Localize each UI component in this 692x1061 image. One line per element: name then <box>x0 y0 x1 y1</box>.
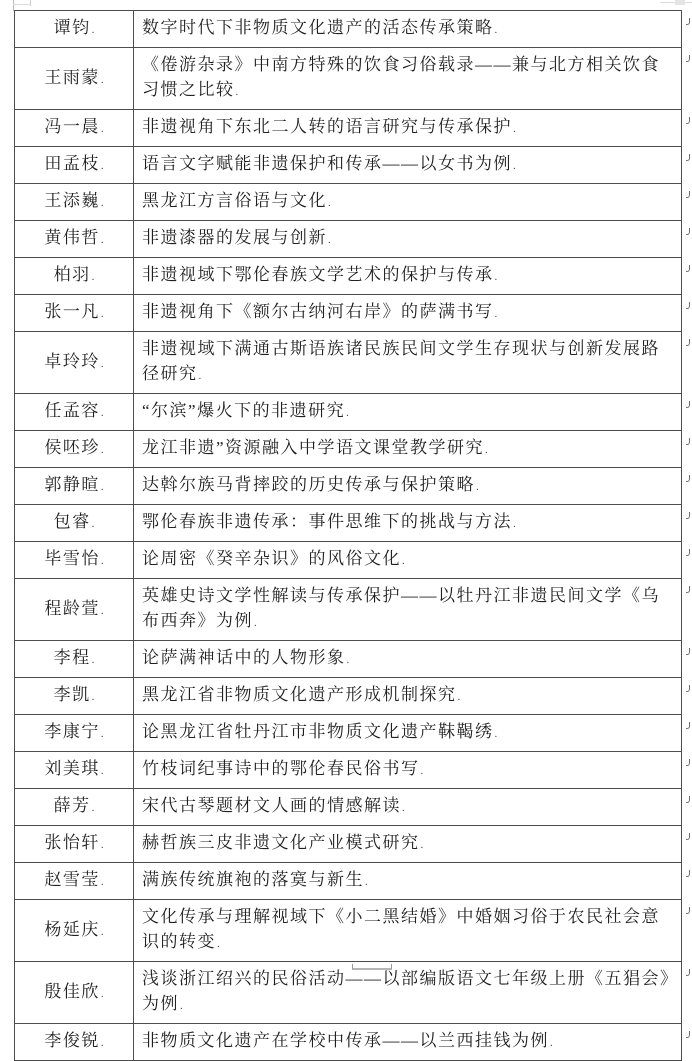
end-of-cell-mark: . <box>91 802 95 814</box>
table-row <box>15 110 682 147</box>
thesis-title-cell[interactable] <box>134 48 682 110</box>
student-name-cell[interactable] <box>15 1024 134 1061</box>
end-of-cell-mark: . <box>100 308 104 320</box>
end-of-cell-mark: . <box>198 370 202 382</box>
end-of-row-mark-icon <box>686 117 690 124</box>
thesis-title-cell[interactable] <box>134 641 682 678</box>
student-name-cell[interactable] <box>15 542 134 579</box>
end-of-cell-mark: . <box>217 938 220 950</box>
cropped-gridline-top-left-vertical-2 <box>30 0 31 6</box>
student-name: 柏羽 <box>53 265 91 284</box>
thesis-title-cell[interactable] <box>134 505 682 542</box>
thesis-title-cell[interactable] <box>134 258 682 295</box>
student-name-cell[interactable] <box>15 258 134 295</box>
cropped-cell-top-right <box>675 0 685 5</box>
end-of-cell-mark: . <box>100 357 104 370</box>
end-of-cell-mark: . <box>235 86 239 98</box>
student-name: 郭静暄 <box>44 475 100 494</box>
end-of-row-mark-icon <box>686 475 690 482</box>
thesis-title: 龙江非遗”资源融入中学语文课堂教学研究 <box>142 438 485 457</box>
end-of-cell-mark: . <box>91 691 95 703</box>
student-name-cell[interactable] <box>15 147 134 184</box>
table-row <box>15 147 682 184</box>
end-of-cell-mark: . <box>100 407 104 419</box>
table-row <box>15 715 682 752</box>
thesis-title-table <box>14 10 682 1061</box>
end-of-cell-mark: . <box>100 234 104 246</box>
student-name: 殷佳欣 <box>44 981 100 1001</box>
end-of-cell-mark: . <box>365 876 368 888</box>
end-of-row-mark-icon <box>686 265 690 272</box>
table-row <box>15 542 682 579</box>
end-of-cell-mark: . <box>100 728 104 740</box>
thesis-title: 非遗视角下《额尔古纳河右岸》的萨满书写 <box>142 302 494 321</box>
end-of-cell-mark: . <box>494 271 498 283</box>
end-of-row-mark-icon <box>686 154 690 161</box>
end-of-cell-mark: . <box>346 407 349 419</box>
table-row <box>15 184 682 221</box>
student-name: 李俊锐 <box>44 1031 100 1050</box>
end-of-cell-mark: . <box>100 481 104 493</box>
thesis-title-cell[interactable] <box>134 147 682 184</box>
thesis-title-cell[interactable] <box>134 752 682 789</box>
thesis-title-cell[interactable] <box>134 394 682 431</box>
table-row <box>15 789 682 826</box>
end-of-row-mark-icon <box>686 907 690 914</box>
thesis-title: 数字时代下非物质文化遗产的活态传承策略 <box>142 18 494 37</box>
end-of-cell-mark: . <box>494 728 498 740</box>
thesis-title-cell[interactable] <box>134 715 682 752</box>
thesis-title: 论周密《癸辛杂识》的风俗文化 <box>142 549 401 568</box>
thesis-title: 非物质文化遗产在学校中传承——以兰西挂钱为例 <box>142 1031 549 1050</box>
student-name-cell[interactable] <box>15 11 134 48</box>
end-of-row-mark-icon <box>686 55 690 62</box>
thesis-title-cell[interactable] <box>134 332 682 394</box>
end-of-row-mark-icon <box>686 833 690 840</box>
table-row <box>15 332 682 394</box>
student-name-cell[interactable] <box>15 579 134 641</box>
student-name: 李凯 <box>53 685 91 704</box>
thesis-title-cell[interactable] <box>134 826 682 863</box>
thesis-title: 非遗视域下鄂伦春族文学艺术的保护与传承 <box>142 265 494 284</box>
thesis-title-cell[interactable] <box>134 962 682 1024</box>
end-of-row-mark-icon <box>686 759 690 766</box>
end-of-cell-mark: . <box>254 617 257 629</box>
end-of-cell-mark: . <box>476 481 479 493</box>
table-row <box>15 752 682 789</box>
end-of-cell-mark: . <box>100 876 104 888</box>
student-name-cell[interactable] <box>15 641 134 678</box>
table-row <box>15 900 682 962</box>
thesis-title: 非遗漆器的发展与创新 <box>142 228 327 247</box>
student-name: 李程 <box>53 648 91 667</box>
student-name: 张一凡 <box>44 302 100 321</box>
thesis-title: 黑龙江省非物质文化遗产形成机制探究 <box>142 685 457 704</box>
student-name-cell[interactable] <box>15 826 134 863</box>
thesis-title: “尔滨”爆火下的非遗研究 <box>142 401 346 420</box>
student-name-cell[interactable] <box>15 752 134 789</box>
thesis-title: 鄂伦春族非遗传承：事件思维下的挑战与方法 <box>142 512 512 531</box>
end-of-cell-mark: . <box>100 160 104 172</box>
thesis-title: 达斡尔族马背摔跤的历史传承与保护策略 <box>142 475 475 494</box>
student-name: 侯呸珍 <box>44 438 100 457</box>
table-row <box>15 1024 682 1061</box>
end-of-row-mark-icon <box>686 722 690 729</box>
thesis-title: 浅谈浙江绍兴的民俗活动——以部编版语文七年级上册《五猖会》为例 <box>142 969 670 1013</box>
end-of-cell-mark: . <box>91 24 95 36</box>
table-row <box>15 826 682 863</box>
end-of-row-mark-icon <box>686 18 690 25</box>
end-of-row-mark-icon <box>686 228 690 235</box>
end-of-row-mark-icon <box>686 549 690 556</box>
end-of-cell-mark: . <box>180 1000 183 1012</box>
thesis-title-cell[interactable] <box>134 295 682 332</box>
student-name: 毕雪怡 <box>44 549 100 568</box>
thesis-title: 论黑龙江省牡丹江市非物质文化遗产靺鞨绣 <box>142 722 494 741</box>
end-of-cell-mark: . <box>91 654 95 666</box>
student-name: 王添巍 <box>44 191 100 210</box>
student-name-cell[interactable] <box>15 863 134 900</box>
thesis-title: 宋代古琴题材文人画的情感解读 <box>142 796 401 815</box>
student-name-cell[interactable] <box>15 110 134 147</box>
end-of-cell-mark: . <box>100 839 104 851</box>
student-name-cell[interactable] <box>15 295 134 332</box>
student-name-cell[interactable] <box>15 678 134 715</box>
student-name: 冯一晨 <box>44 117 100 136</box>
end-of-cell-mark: . <box>402 802 405 814</box>
cropped-gridline-top-left-horizontal <box>13 4 31 5</box>
thesis-title-cell[interactable] <box>134 900 682 962</box>
thesis-title: 论萨满神话中的人物形象 <box>142 648 346 667</box>
table-row <box>15 258 682 295</box>
end-of-cell-mark: . <box>100 123 104 135</box>
end-of-row-mark-icon <box>686 685 690 692</box>
end-of-cell-mark: . <box>100 925 104 938</box>
end-of-cell-mark: . <box>513 160 516 172</box>
thesis-title: 赫哲族三皮非遗文化产业模式研究 <box>142 833 420 852</box>
student-name-cell[interactable] <box>15 468 134 505</box>
student-name: 任孟容 <box>44 401 100 420</box>
student-name-cell[interactable] <box>15 332 134 394</box>
end-of-cell-mark: . <box>328 234 331 246</box>
end-of-cell-mark: . <box>494 308 498 320</box>
student-name-cell[interactable] <box>15 394 134 431</box>
end-of-row-mark-icon <box>686 969 690 976</box>
thesis-title: 竹枝词纪事诗中的鄂伦春民俗书写 <box>142 759 420 778</box>
student-name: 程龄萱 <box>44 598 100 618</box>
table-row <box>15 221 682 258</box>
end-of-cell-mark: . <box>346 654 350 666</box>
end-of-row-mark-icon <box>686 401 690 408</box>
student-name: 刘美琪 <box>44 759 100 778</box>
end-of-row-mark-icon <box>686 339 690 346</box>
table-row <box>15 641 682 678</box>
thesis-title-cell[interactable] <box>134 579 682 641</box>
student-name: 杨延庆 <box>44 919 100 939</box>
student-name: 田孟枝 <box>44 154 100 173</box>
table-row <box>15 962 682 1024</box>
end-of-cell-mark: . <box>485 444 488 456</box>
end-of-cell-mark: . <box>91 271 95 283</box>
end-of-cell-mark: . <box>550 1037 553 1049</box>
end-of-row-mark-icon <box>686 796 690 803</box>
end-of-cell-mark: . <box>100 197 104 209</box>
student-name: 张怡轩 <box>44 833 100 852</box>
student-name: 赵雪莹 <box>44 870 100 889</box>
end-of-cell-mark: . <box>100 555 104 567</box>
table-row <box>15 431 682 468</box>
student-name: 谭钧 <box>53 18 91 37</box>
student-name: 李康宁 <box>44 722 100 741</box>
student-name-cell[interactable] <box>15 48 134 110</box>
end-of-row-mark-icon <box>686 586 690 593</box>
end-of-cell-mark: . <box>100 604 104 617</box>
table-row <box>15 48 682 110</box>
thesis-title-cell[interactable] <box>134 1024 682 1061</box>
thesis-title: 《倦游杂录》中南方特殊的饮食习俗载录——兼与北方相关饮食习惯之比较 <box>142 55 660 99</box>
thesis-title-cell[interactable] <box>134 468 682 505</box>
thesis-title-cell[interactable] <box>134 863 682 900</box>
end-of-row-mark-icon <box>686 191 690 198</box>
student-name-cell[interactable] <box>15 431 134 468</box>
end-of-cell-mark: . <box>328 197 331 209</box>
end-of-cell-mark: . <box>100 1037 104 1049</box>
thesis-title: 黑龙江方言俗语与文化 <box>142 191 327 210</box>
student-name: 黄伟哲 <box>44 228 100 247</box>
thesis-title-cell[interactable] <box>134 184 682 221</box>
student-name: 包睿 <box>53 512 91 531</box>
end-of-cell-mark: . <box>91 518 95 530</box>
student-name-cell[interactable] <box>15 962 134 1024</box>
end-of-cell-mark: . <box>100 987 104 1000</box>
thesis-title-cell[interactable] <box>134 431 682 468</box>
thesis-title-cell[interactable] <box>134 678 682 715</box>
student-name-cell[interactable] <box>15 221 134 258</box>
thesis-title: 满族传统旗袍的落寞与新生 <box>142 870 364 889</box>
end-of-row-mark-icon <box>686 870 690 877</box>
thesis-title: 非遗视角下东北二人转的语言研究与传承保护 <box>142 117 512 136</box>
end-of-cell-mark: . <box>513 123 516 135</box>
end-of-cell-mark: . <box>513 518 516 530</box>
end-of-row-mark-icon <box>686 302 690 309</box>
thesis-title: 文化传承与理解视域下《小二黑结婚》中婚姻习俗于农民社会意识的转变 <box>142 907 660 951</box>
thesis-title-cell[interactable] <box>134 11 682 48</box>
student-name-cell[interactable] <box>15 789 134 826</box>
end-of-cell-mark: . <box>420 839 424 851</box>
thesis-title-cell[interactable] <box>134 110 682 147</box>
table-row <box>15 863 682 900</box>
table-row <box>15 394 682 431</box>
thesis-title-cell[interactable] <box>134 789 682 826</box>
table-row <box>15 505 682 542</box>
student-name: 王雨蒙 <box>44 67 100 87</box>
thesis-table-body <box>15 11 682 1061</box>
end-of-row-mark-icon <box>686 512 690 519</box>
student-name: 薛芳 <box>53 796 91 815</box>
table-row <box>15 295 682 332</box>
thesis-title: 非遗视域下满通古斯语族诸民族民间文学生存现状与创新发展路径研究 <box>142 339 660 383</box>
thesis-title: 语言文字赋能非遗保护和传承——以女书为例 <box>142 154 512 173</box>
table-row <box>15 579 682 641</box>
end-of-cell-mark: . <box>494 24 498 36</box>
end-of-row-mark-icon <box>686 648 690 655</box>
thesis-title-cell[interactable] <box>134 221 682 258</box>
end-of-cell-mark: . <box>402 555 405 567</box>
end-of-cell-mark: . <box>100 73 104 86</box>
end-of-cell-mark: . <box>100 444 104 456</box>
end-of-row-mark-icon <box>686 438 690 445</box>
end-of-cell-mark: . <box>457 691 461 703</box>
student-name-cell[interactable] <box>15 184 134 221</box>
student-name-cell[interactable] <box>15 505 134 542</box>
table-row <box>15 678 682 715</box>
student-name-cell[interactable] <box>15 715 134 752</box>
thesis-title: 英雄史诗文学性解读与传承保护——以牡丹江非遗民间文学《乌布西奔》为例 <box>142 586 660 630</box>
end-of-cell-mark: . <box>420 765 424 777</box>
table-row <box>15 468 682 505</box>
end-of-row-mark-icon <box>686 1031 690 1038</box>
thesis-title-cell[interactable] <box>134 542 682 579</box>
end-of-cell-mark: . <box>100 765 104 777</box>
table-row <box>15 11 682 48</box>
student-name: 卓玲玲 <box>44 351 100 371</box>
student-name-cell[interactable] <box>15 900 134 962</box>
